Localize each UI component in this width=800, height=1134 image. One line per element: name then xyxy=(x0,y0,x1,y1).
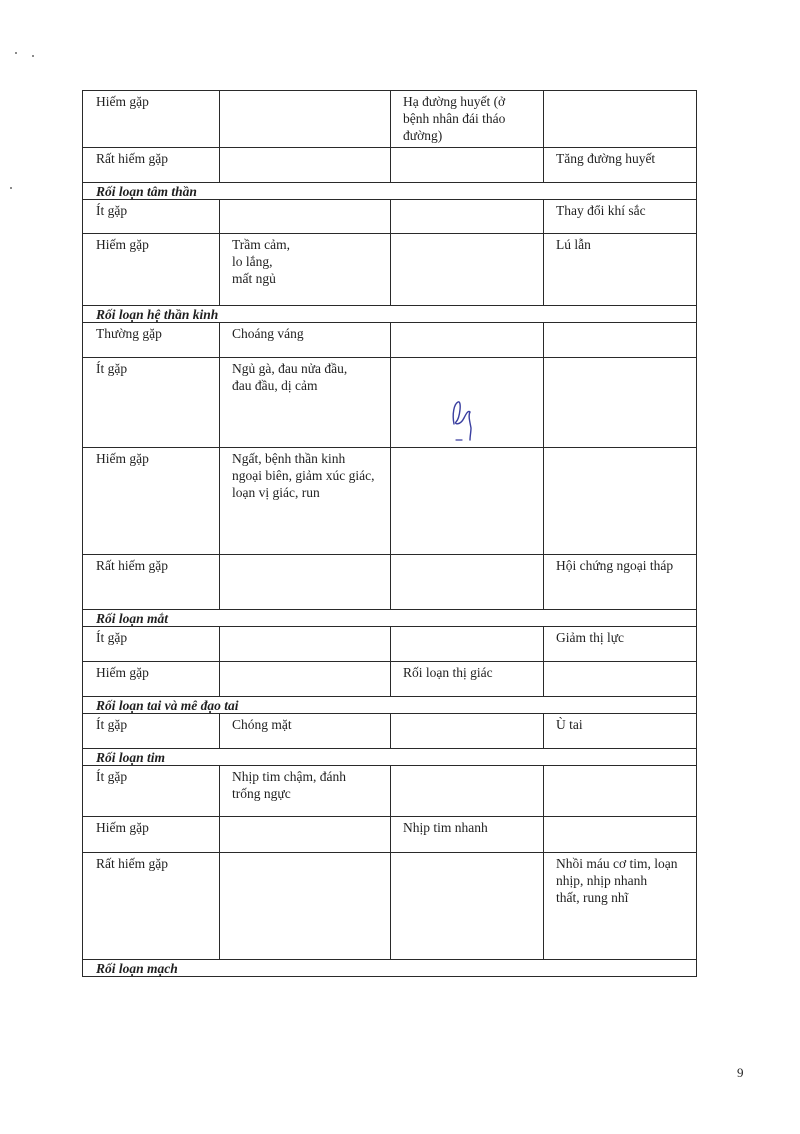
section-row xyxy=(83,697,697,714)
frequency-cell: Ít gặp xyxy=(83,200,220,234)
cell-col2: Choáng váng xyxy=(220,323,391,358)
cell-col3 xyxy=(391,714,544,749)
cell-col2 xyxy=(220,817,391,853)
cell-col4: Nhồi máu cơ tim, loạn nhịp, nhịp nhanh thất, rung nhĩ xyxy=(544,853,697,960)
cell-col2 xyxy=(220,627,391,662)
table-row xyxy=(83,817,697,853)
cell-col3 xyxy=(391,853,544,960)
cell-col4 xyxy=(544,323,697,358)
cell-col2 xyxy=(220,853,391,960)
section-title: Rối loạn hệ thần kinh xyxy=(83,306,697,323)
side-effects-table xyxy=(82,90,697,977)
frequency-cell: Hiếm gặp xyxy=(83,817,220,853)
frequency-cell: Rất hiếm gặp xyxy=(83,148,220,183)
cell-col4 xyxy=(544,766,697,817)
cell-col4: Ù tai xyxy=(544,714,697,749)
cell-col2 xyxy=(220,91,391,148)
table-row xyxy=(83,234,697,306)
table-row xyxy=(83,148,697,183)
frequency-cell: Ít gặp xyxy=(83,358,220,448)
frequency-cell: Ít gặp xyxy=(83,766,220,817)
frequency-cell: Hiếm gặp xyxy=(83,234,220,306)
cell-col2: Ngủ gà, đau nửa đầu, đau đầu, dị cảm xyxy=(220,358,391,448)
cell-col3 xyxy=(391,627,544,662)
frequency-cell: Hiếm gặp xyxy=(83,662,220,697)
cell-col2 xyxy=(220,148,391,183)
section-title: Rối loạn tai và mê đạo tai xyxy=(83,697,697,714)
cell-col2: Trầm cảm, lo lắng, mất ngủ xyxy=(220,234,391,306)
frequency-cell: Ít gặp xyxy=(83,714,220,749)
cell-col4 xyxy=(544,91,697,148)
cell-col3 xyxy=(391,766,544,817)
cell-col3: Rối loạn thị giác xyxy=(391,662,544,697)
table-row xyxy=(83,766,697,817)
handwritten-initials xyxy=(446,396,480,444)
cell-col3 xyxy=(391,234,544,306)
section-row xyxy=(83,749,697,766)
cell-col2 xyxy=(220,555,391,610)
cell-col3 xyxy=(391,448,544,555)
frequency-cell: Ít gặp xyxy=(83,627,220,662)
section-row xyxy=(83,960,697,977)
section-title: Rối loạn mạch xyxy=(83,960,697,977)
cell-col3 xyxy=(391,200,544,234)
section-title: Rối loạn mắt xyxy=(83,610,697,627)
cell-col4: Giảm thị lực xyxy=(544,627,697,662)
frequency-cell: Hiếm gặp xyxy=(83,448,220,555)
cell-col2 xyxy=(220,662,391,697)
scan-speck xyxy=(10,187,12,189)
cell-col2: Ngất, bệnh thần kinh ngoại biên, giảm xúc giác, loạn vị giác, run xyxy=(220,448,391,555)
section-row xyxy=(83,183,697,200)
cell-col2 xyxy=(220,200,391,234)
cell-col4: Lú lẫn xyxy=(544,234,697,306)
cell-col3 xyxy=(391,148,544,183)
section-title: Rối loạn tim xyxy=(83,749,697,766)
cell-col3: Nhịp tim nhanh xyxy=(391,817,544,853)
table-row xyxy=(83,448,697,555)
section-row xyxy=(83,306,697,323)
cell-col4 xyxy=(544,817,697,853)
cell-col4 xyxy=(544,448,697,555)
table-row xyxy=(83,555,697,610)
side-effects-table-body xyxy=(83,91,697,977)
frequency-cell: Rất hiếm gặp xyxy=(83,853,220,960)
table-row xyxy=(83,714,697,749)
table-row xyxy=(83,358,697,448)
table-row xyxy=(83,627,697,662)
cell-col4: Hội chứng ngoại tháp xyxy=(544,555,697,610)
cell-col3 xyxy=(391,555,544,610)
frequency-cell: Thường gặp xyxy=(83,323,220,358)
cell-col2: Nhịp tim chậm, đánh trống ngực xyxy=(220,766,391,817)
frequency-cell: Rất hiếm gặp xyxy=(83,555,220,610)
cell-col4 xyxy=(544,358,697,448)
section-title: Rối loạn tâm thần xyxy=(83,183,697,200)
table-row xyxy=(83,853,697,960)
table-row xyxy=(83,323,697,358)
scan-speck xyxy=(32,55,34,57)
cell-col4: Tăng đường huyết xyxy=(544,148,697,183)
table-row xyxy=(83,662,697,697)
cell-col4: Thay đổi khí sắc xyxy=(544,200,697,234)
scan-speck xyxy=(15,52,17,54)
cell-col4 xyxy=(544,662,697,697)
cell-col2: Chóng mặt xyxy=(220,714,391,749)
table-row xyxy=(83,91,697,148)
section-row xyxy=(83,610,697,627)
cell-col3 xyxy=(391,323,544,358)
table-row xyxy=(83,200,697,234)
page-number: 9 xyxy=(737,1065,744,1080)
frequency-cell: Hiếm gặp xyxy=(83,91,220,148)
cell-col3: Hạ đường huyết (ở bệnh nhân đái tháo đường) xyxy=(391,91,544,148)
